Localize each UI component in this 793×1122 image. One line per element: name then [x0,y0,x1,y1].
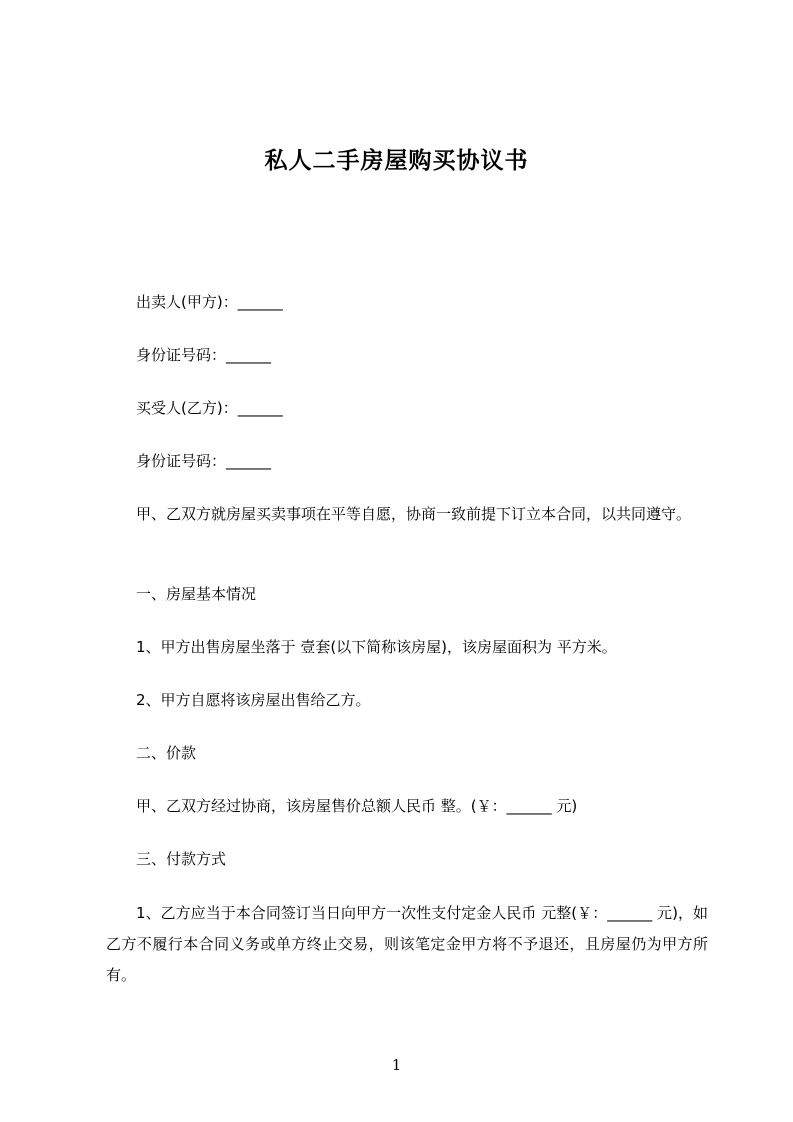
deposit-clause: 1、乙方应当于本合同签订当日向甲方一次性支付定金人民币 元整(￥：______ 元)，如乙方不履行本合同义务或单方终止交易，则该笔定金甲方将不予退还，且房屋仍为甲方所有。 [106,904,708,984]
page-title: 私人二手房屋购买协议书 [264,148,529,174]
buyer-line: 买受人(乙方)：______ [136,399,283,417]
section-heading-price: 二、价款 [136,744,197,762]
intro-paragraph: 甲、乙双方就房屋买卖事项在平等自愿，协商一致前提下订立本合同，以共同遵守。 [136,505,692,523]
sale-consent-clause: 2、甲方自愿将该房屋出售给乙方。 [136,691,371,709]
buyer-id-line: 身份证号码：______ [136,452,272,470]
price-clause: 甲、乙双方经过协商，该房屋售价总额人民币 整。(￥：______ 元) [136,797,578,815]
seller-line: 出卖人(甲方)：______ [136,293,283,311]
seller-id-line: 身份证号码：______ [136,346,272,364]
section-heading-payment: 三、付款方式 [136,850,227,868]
house-location-clause: 1、甲方出售房屋坐落于 壹套(以下简称该房屋)，该房屋面积为 平方米。 [136,638,617,656]
section-heading-house-info: 一、房屋基本情况 [136,585,257,603]
page-number: 1 [391,1056,402,1074]
